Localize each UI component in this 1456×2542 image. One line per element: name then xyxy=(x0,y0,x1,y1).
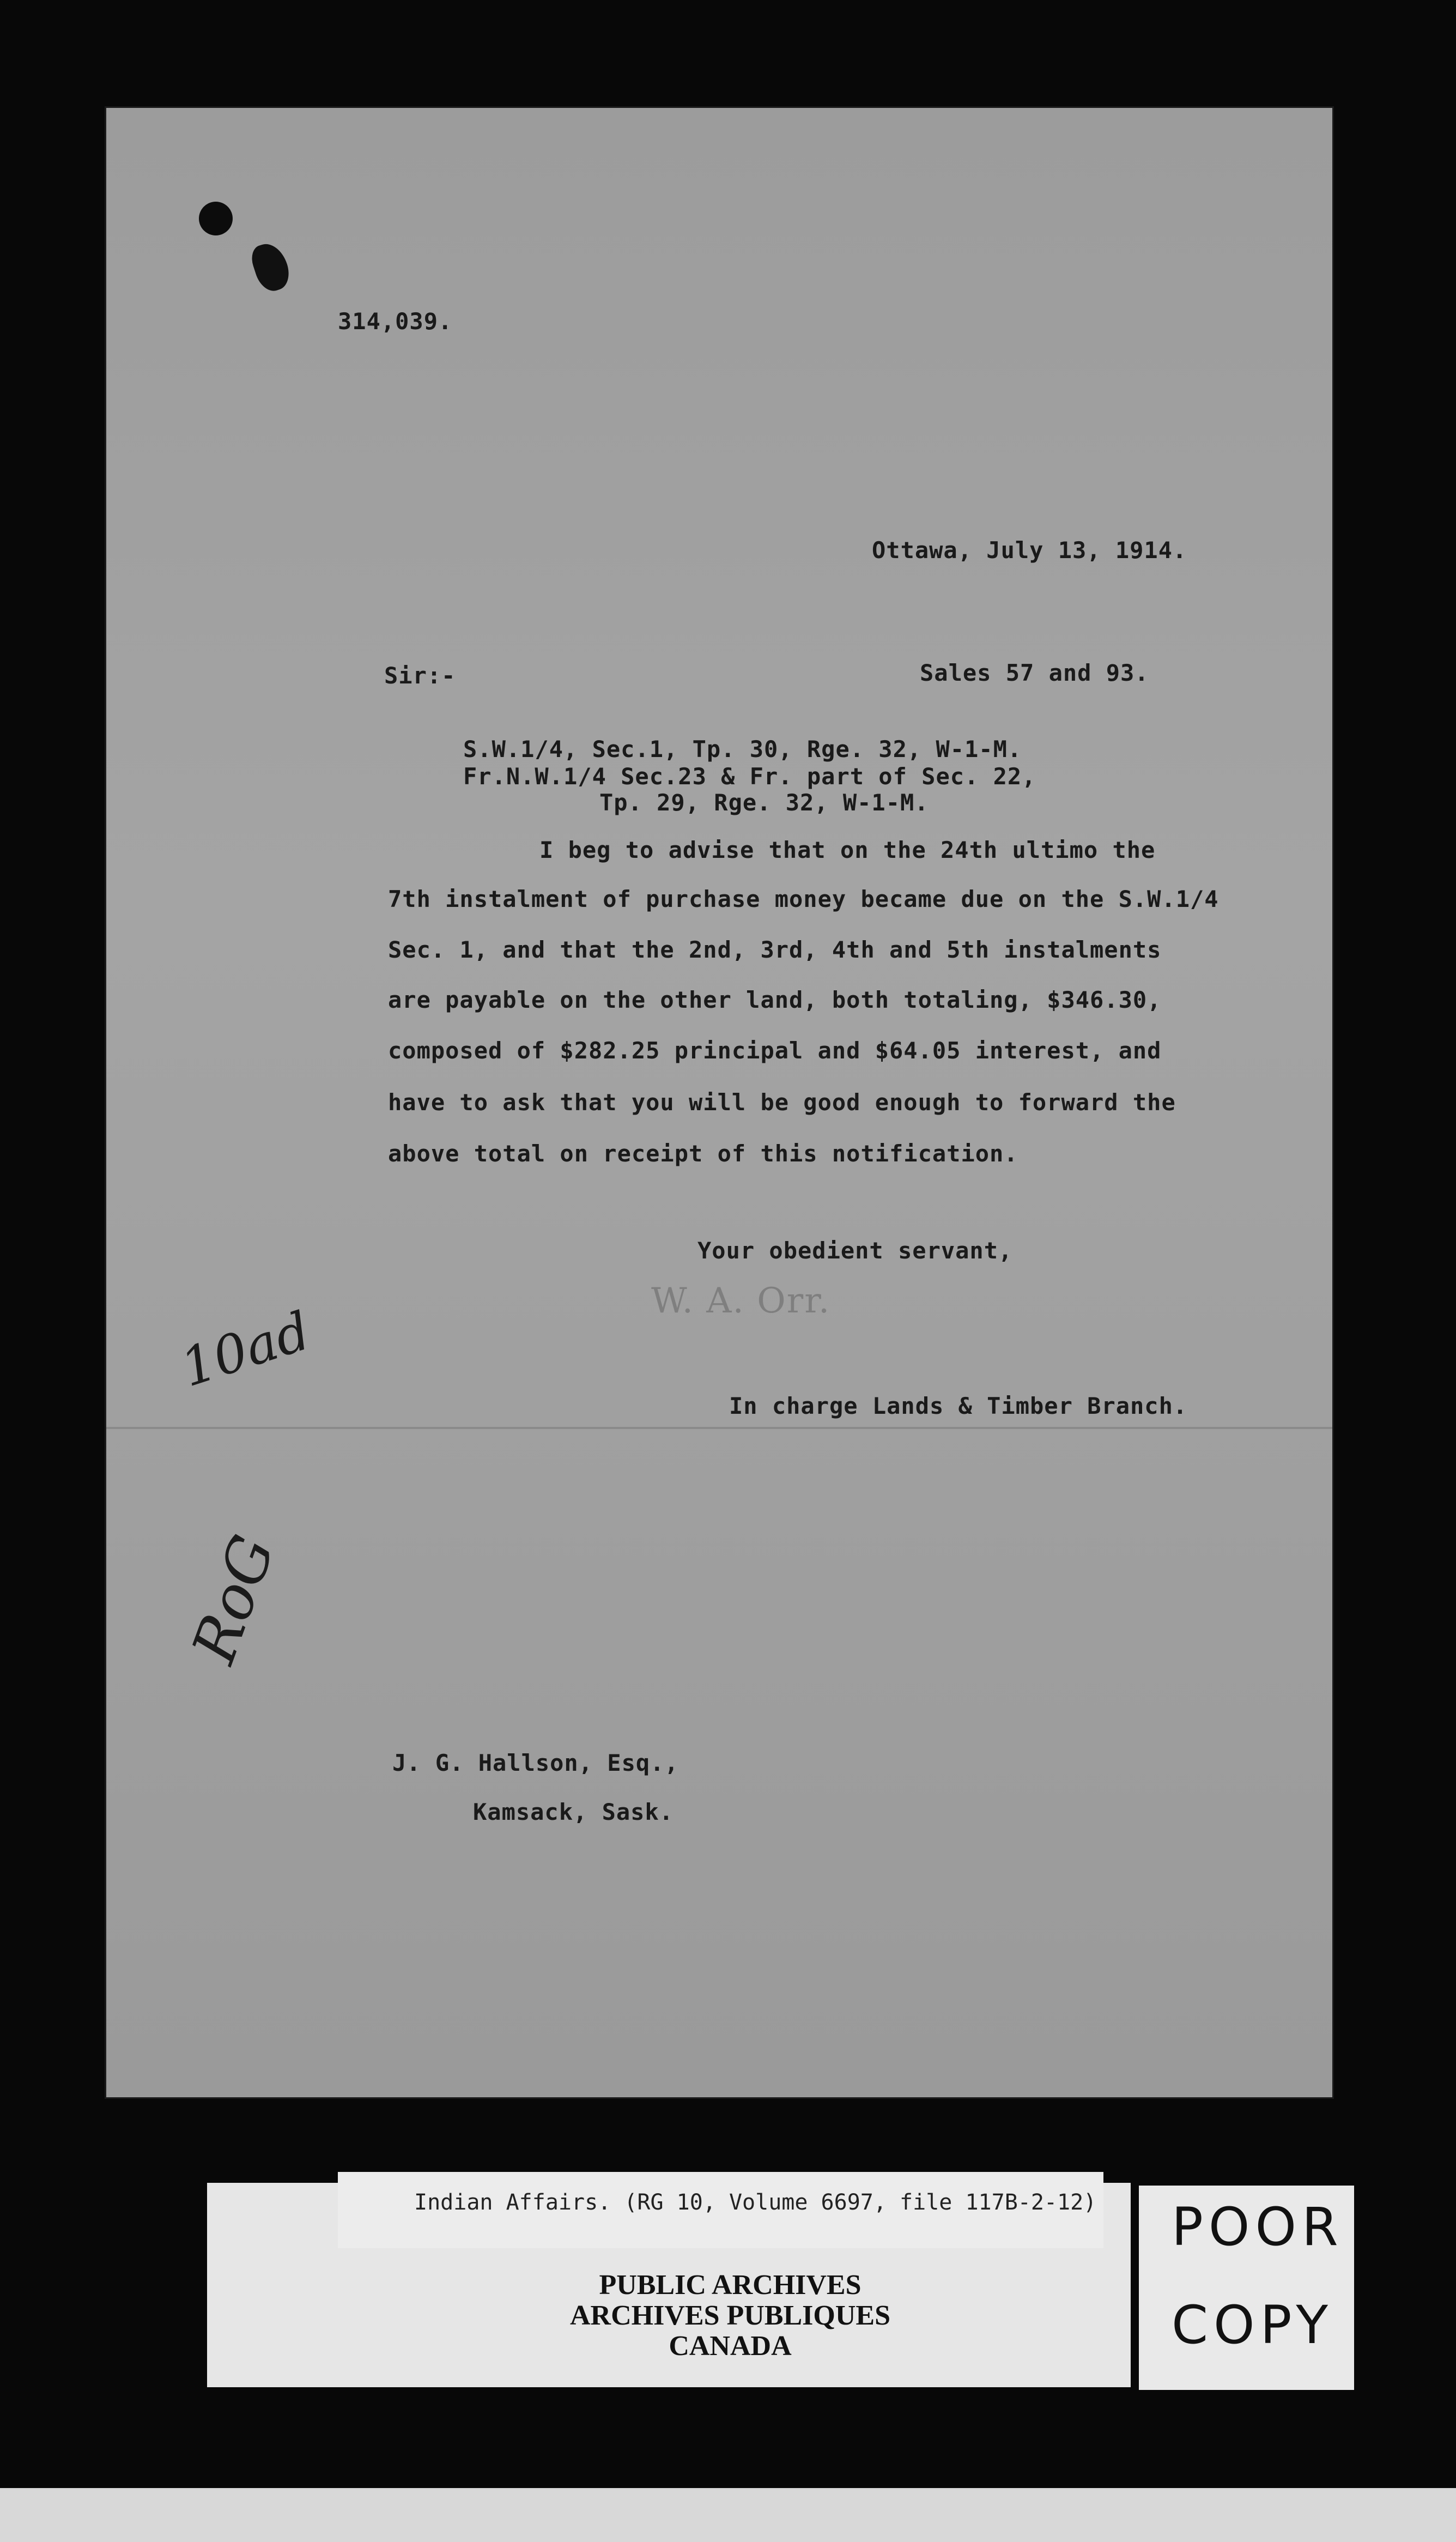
poor-copy-stamp xyxy=(1139,2186,1354,2390)
punch-hole xyxy=(199,202,233,235)
body-line: above total on receipt of this notification. xyxy=(388,1140,1018,1167)
sales-reference: Sales 57 and 93. xyxy=(920,659,1149,686)
salutation: Sir:- xyxy=(384,662,456,689)
archives-line-french: ARCHIVES PUBLIQUES xyxy=(569,2300,891,2331)
body-line: Sec. 1, and that the 2nd, 3rd, 4th and 5th instalments xyxy=(388,936,1162,963)
archive-reference: Indian Affairs. (RG 10, Volume 6697, file 117B-2-12) xyxy=(414,2190,1097,2215)
handwritten-note: 10ad xyxy=(173,1300,318,1399)
archives-title xyxy=(490,2270,970,2362)
poor-text: POOR xyxy=(1172,2196,1344,2257)
signature-stamp: W. A. Orr. xyxy=(651,1281,831,1321)
body-line: are payable on the other land, both totaling, $346.30, xyxy=(388,986,1162,1013)
addressee-name: J. G. Hallson, Esq., xyxy=(392,1750,679,1776)
tear-mark xyxy=(248,239,294,295)
land-line: Fr.N.W.1/4 Sec.23 & Fr. part of Sec. 22, xyxy=(463,763,1036,790)
film-edge xyxy=(0,2488,1456,2542)
body-line: 7th instalment of purchase money became due on the S.W.1/4 xyxy=(388,886,1219,912)
body-line: composed of $282.25 principal and $64.05 interest, and xyxy=(388,1037,1162,1064)
land-line: Tp. 29, Rge. 32, W-1-M. xyxy=(599,789,929,816)
addressee-place: Kamsack, Sask. xyxy=(473,1799,674,1825)
archives-line-english: PUBLIC ARCHIVES xyxy=(599,2269,862,2301)
signatory-title: In charge Lands & Timber Branch. xyxy=(729,1393,1188,1419)
letter-date: Ottawa, July 13, 1914. xyxy=(872,537,1187,564)
file-number: 314,039. xyxy=(338,308,453,335)
fold-line xyxy=(106,1427,1332,1429)
handwritten-initials: RoG xyxy=(178,1526,289,1672)
land-line: S.W.1/4, Sec.1, Tp. 30, Rge. 32, W-1-M. xyxy=(463,736,1022,762)
copy-text: COPY xyxy=(1172,2295,1334,2356)
archives-line-country: CANADA xyxy=(669,2331,792,2362)
body-line: I beg to advise that on the 24th ultimo the xyxy=(539,837,1156,863)
body-line: have to ask that you will be good enough to forward the xyxy=(388,1089,1176,1116)
closing: Your obedient servant, xyxy=(697,1237,1013,1264)
